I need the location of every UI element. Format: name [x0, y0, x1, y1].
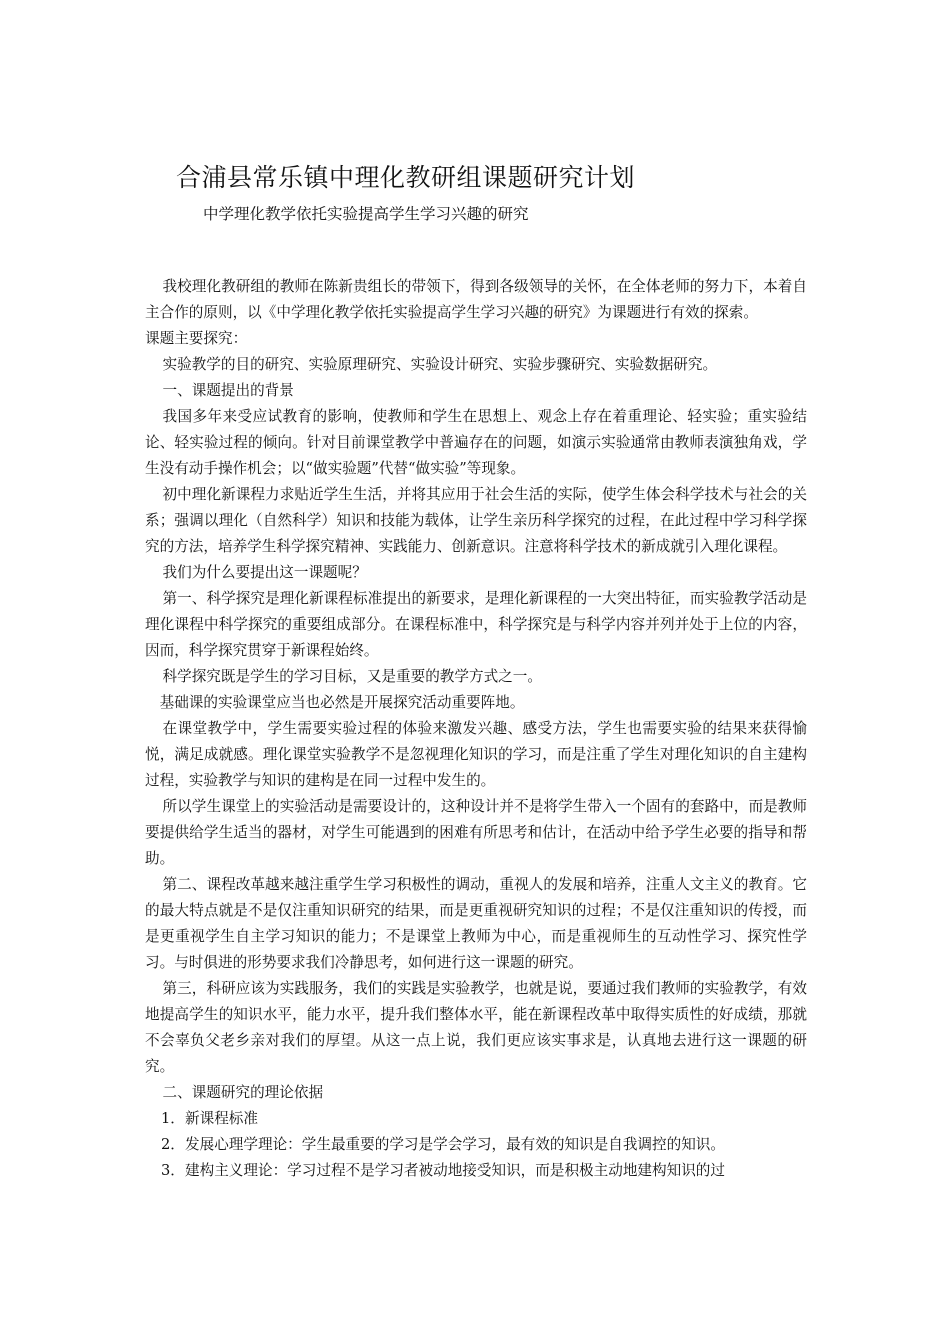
paragraph: 科学探究既是学生的学习目标，又是重要的教学方式之一。 — [162, 668, 542, 685]
document-body — [145, 274, 807, 1184]
question-line: 我们为什么要提出这一课题呢？ — [162, 564, 367, 581]
paragraph: 第一、科学探究是理化新课程标准提出的新要求，是理化新课程的一大突出特征，而实验教学活动是理化课程中科学探究的重要组成部分。在课程标准中，科学探究是与科学内容并列并处于上位的内容，因而，科学探究贯穿于新课程始终。 — [145, 590, 807, 659]
list-item — [145, 1158, 807, 1184]
paragraph: 第三，科研应该为实践服务，我们的实践是实验教学，也就是说，要通过我们教师的实验教学，有效地提高学生的知识水平，能力水平，提升我们整体水平，能在新课程改革中取得实质性的好成绩，那就不会辜负父老乡亲对我们的厚望。从这一点上说，我们更应该实事求是，认真地去进行这一课题的研究。 — [145, 980, 807, 1075]
section-heading-background: 一、课题提出的背景 — [162, 382, 294, 399]
paragraph: 第二、课程改革越来越注重学生学习积极性的调动，重视人的发展和培养，注重人文主义的教育。它的最大特点就是不是仅注重知识研究的结果，而是更重视研究知识的过程；不是仅注重知识的传授，而是更重视学生自主学习知识的能力；不是课堂上教师为中心，而是重视师生的互动性学习、探究性学习。与时俱进的形势要求我们冷静思考，如何进行这一课题的研究。 — [145, 876, 807, 971]
document-subtitle: 中学理化教学依托实验提高学生学习兴趣的研究 — [203, 205, 529, 223]
list-item-number: 1． — [161, 1110, 185, 1127]
list-item-number: 3． — [161, 1162, 185, 1179]
intro-paragraph: 我校理化教研组的教师在陈新贵组长的带领下，得到各级领导的关怀，在全体老师的努力下，本着自主合作的原则，以《中学理化教学依托实验提高学生学习兴趣的研究》为课题进行有效的探索。 — [145, 278, 807, 321]
paragraph: 初中理化新课程力求贴近学生生活，并将其应用于社会生活的实际，使学生体会科学技术与社会的关系；强调以理化（自然科学）知识和技能为载体，让学生亲历科学探究的过程，在此过程中学习科学探究的方法，培养学生科学探究精神、实践能力、创新意识。注意将科学技术的新成就引入理化课程。 — [145, 486, 807, 555]
paragraph: 在课堂教学中，学生需要实验过程的体验来激发兴趣、感受方法，学生也需要实验的结果来获得愉悦，满足成就感。理化课堂实验教学不是忽视理化知识的学习，而是注重了学生对理化知识的自主建构过程，实验教学与知识的建构是在同一过程中发生的。 — [145, 720, 807, 789]
list-item-text: 发展心理学理论：学生最重要的学习是学会学习，最有效的知识是自我调控的知识。 — [185, 1136, 725, 1153]
list-item — [145, 1132, 807, 1158]
main-research-label: 课题主要探究： — [145, 330, 248, 347]
list-item-text: 建构主义理论：学习过程不是学习者被动地接受知识，而是积极主动地建构知识的过 — [185, 1162, 725, 1179]
list-item — [145, 1106, 807, 1132]
document-title: 合浦县常乐镇中理化教研组课题研究计划 — [176, 163, 636, 192]
paragraph: 我国多年来受应试教育的影响，使教师和学生在思想上、观念上存在着重理论、轻实验；重实验结论、轻实验过程的倾向。针对目前课堂教学中普遍存在的问题，如演示实验通常由教师表演独角戏，学生没有动手操作机会；以“做实验题”代替“做实验”等现象。 — [145, 408, 807, 477]
paragraph: 基础课的实验课堂应当也必然是开展探究活动重要阵地。 — [159, 694, 525, 711]
list-item-text: 新课程标准 — [185, 1110, 258, 1127]
paragraph: 所以学生课堂上的实验活动是需要设计的，这种设计并不是将学生带入一个固有的套路中，而是教师要提供给学生适当的器材，对学生可能遇到的困难有所思考和估计，在活动中给予学生必要的指导和帮助。 — [145, 798, 807, 867]
main-research-text: 实验教学的目的研究、实验原理研究、实验设计研究、实验步骤研究、实验数据研究。 — [162, 356, 718, 373]
section-heading-theory: 二、课题研究的理论依据 — [162, 1084, 324, 1101]
list-item-number: 2． — [161, 1136, 185, 1153]
